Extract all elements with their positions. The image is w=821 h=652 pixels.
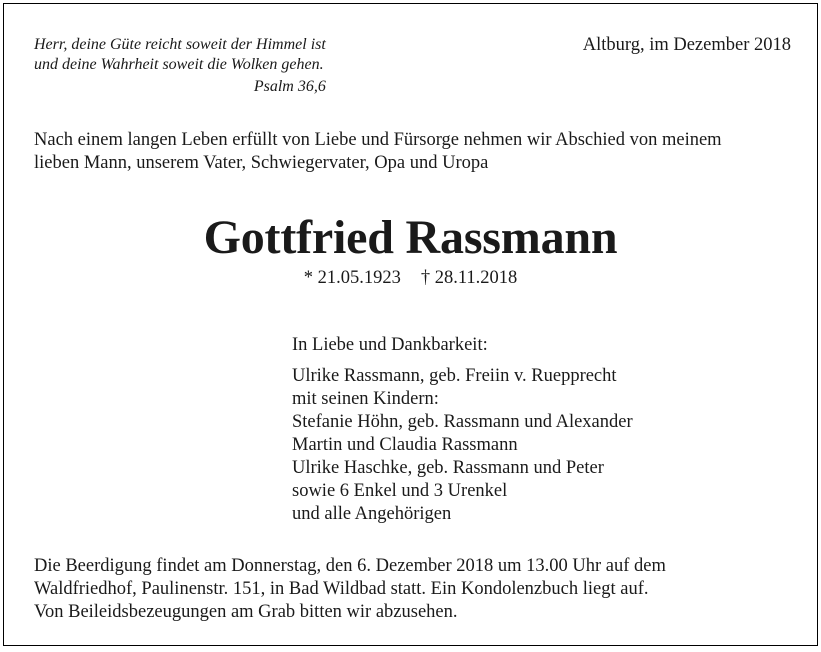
place-date: Altburg, im Dezember 2018: [582, 35, 791, 55]
psalm-reference: Psalm 36,6: [253, 78, 326, 95]
psalm-quote: [34, 35, 326, 97]
mourner-line: Ulrike Haschke, geb. Rassmann und Peter: [292, 458, 604, 478]
mourner-line: und alle Angehörigen: [292, 504, 452, 524]
deceased-name: Gottfried Rassmann: [203, 211, 618, 264]
psalm-line-2: und deine Wahrheit soweit die Wolken gehen.: [34, 56, 324, 73]
birth-date: * 21.05.1923: [303, 268, 401, 288]
life-dates: [4, 267, 817, 289]
psalm-line-1: Herr, deine Güte reicht soweit der Himmel ist: [34, 36, 326, 53]
obituary-notice: [3, 3, 818, 646]
intro-line-1: Nach einem langen Leben erfüllt von Liebe und Fürsorge nehmen wir Abschied von meinem: [34, 130, 722, 150]
funeral-line-3: Von Beileidsbezeugungen am Grab bitten wir abzusehen.: [34, 602, 458, 622]
mourner-line: Martin und Claudia Rassmann: [292, 435, 518, 455]
funeral-information: [34, 555, 804, 624]
mourner-line: sowie 6 Enkel und 3 Urenkel: [292, 481, 508, 501]
mourners-list: [292, 334, 633, 526]
funeral-line-1: Die Beerdigung findet am Donnerstag, den 6. Dezember 2018 um 13.00 Uhr auf dem: [34, 556, 666, 576]
funeral-line-2: Waldfriedhof, Paulinenstr. 151, in Bad Wildbad statt. Ein Kondolenzbuch liegt auf.: [34, 579, 649, 599]
death-date: † 28.11.2018: [420, 268, 518, 288]
intro-line-2: lieben Mann, unserem Vater, Schwiegervater, Opa und Uropa: [34, 153, 489, 173]
mourner-line: Stefanie Höhn, geb. Rassmann und Alexander: [292, 412, 633, 432]
intro-text: [34, 129, 804, 175]
mourner-line: Ulrike Rassmann, geb. Freiin v. Ruepprecht: [292, 366, 617, 386]
mourner-line: mit seinen Kindern:: [292, 389, 439, 409]
mourners-lead: In Liebe und Dankbarkeit:: [292, 335, 488, 355]
